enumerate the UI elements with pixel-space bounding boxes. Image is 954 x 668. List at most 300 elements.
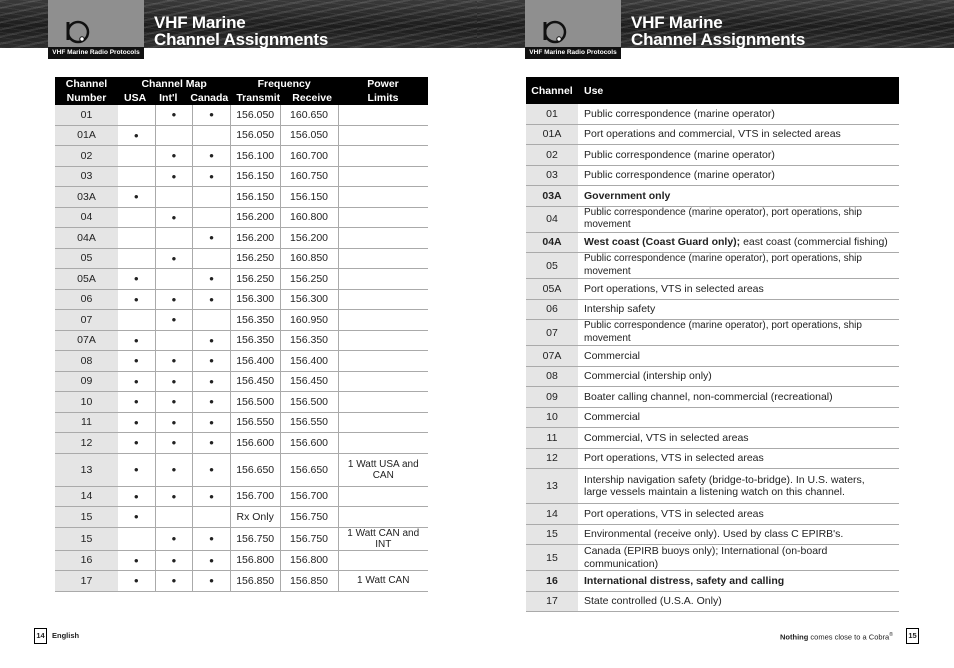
use-cell: [578, 469, 899, 504]
transmit-cell: 156.800: [230, 550, 280, 571]
power-cell: [338, 310, 428, 331]
receive-cell: 156.800: [280, 550, 338, 571]
transmit-cell: 156.750: [230, 527, 280, 550]
use-cell: [578, 545, 899, 571]
intl-mark: •: [155, 433, 193, 454]
usa-mark: [118, 146, 155, 167]
footer-language: English: [52, 631, 80, 640]
canada-mark: •: [193, 527, 231, 550]
receive-cell: 156.500: [280, 392, 338, 413]
transmit-cell: 156.650: [230, 453, 280, 486]
channel-cell: 05: [526, 253, 578, 279]
use-cell: [578, 279, 899, 300]
usa-mark: [118, 248, 155, 269]
intl-mark: •: [155, 207, 193, 228]
intl-mark: •: [155, 453, 193, 486]
usa-mark: •: [118, 125, 155, 146]
table-row: [526, 279, 899, 300]
use-text: Boater calling channel, non-commercial (recreational): [584, 390, 833, 403]
intl-mark: •: [155, 392, 193, 413]
table-row: [55, 453, 428, 486]
canada-mark: •: [193, 330, 231, 351]
cobra-logo-icon: [541, 18, 567, 44]
table-row: [526, 299, 899, 320]
usa-mark: [118, 527, 155, 550]
table-row: [55, 330, 428, 351]
table-row: [55, 105, 428, 125]
table-row: [526, 571, 899, 592]
intl-mark: •: [155, 351, 193, 372]
table-row: [55, 310, 428, 331]
use-cell: [578, 104, 899, 124]
receive-cell: 156.400: [280, 351, 338, 372]
transmit-cell: 156.550: [230, 412, 280, 433]
transmit-cell: 156.250: [230, 248, 280, 269]
col-header-channel: Channel: [531, 84, 573, 97]
channel-cell: 02: [526, 145, 578, 166]
use-cell: [578, 232, 899, 253]
power-cell: [338, 392, 428, 413]
use-cell: [578, 366, 899, 387]
canada-mark: •: [193, 269, 231, 290]
table-row: [55, 248, 428, 269]
channel-cell: 16: [55, 550, 118, 571]
intl-mark: •: [155, 412, 193, 433]
table-row: [55, 228, 428, 249]
intl-mark: [155, 330, 193, 351]
canada-mark: •: [193, 392, 231, 413]
table-row: [526, 448, 899, 469]
use-text: Commercial: [584, 349, 641, 362]
channel-cell: 11: [55, 412, 118, 433]
receive-cell: 156.150: [280, 187, 338, 208]
channel-cell: 05A: [526, 279, 578, 300]
channel-cell: 04: [55, 207, 118, 228]
use-cell: [578, 428, 899, 449]
use-cell: [578, 524, 899, 545]
table-row: [55, 371, 428, 392]
channel-cell: 11: [526, 428, 578, 449]
use-text: east coast (commercial fishing): [740, 236, 888, 248]
usa-mark: [118, 207, 155, 228]
table-row: [55, 166, 428, 187]
channel-cell: 01: [55, 105, 118, 125]
table-row: [526, 407, 899, 428]
transmit-cell: Rx Only: [230, 507, 280, 528]
canada-mark: •: [193, 351, 231, 372]
use-text: Commercial (intership only): [584, 370, 712, 382]
channel-cell: 01A: [55, 125, 118, 146]
table-row: [55, 486, 428, 507]
channel-cell: 10: [55, 392, 118, 413]
power-cell: [338, 412, 428, 433]
canada-mark: [193, 507, 231, 528]
receive-cell: 160.950: [280, 310, 338, 331]
table-row: [526, 186, 899, 207]
channel-cell: 01A: [526, 124, 578, 145]
channel-use-table: [526, 77, 899, 612]
canada-mark: •: [193, 453, 231, 486]
table-row: [55, 146, 428, 167]
receive-cell: 160.650: [280, 105, 338, 125]
table-row: [55, 289, 428, 310]
canada-mark: •: [193, 105, 231, 125]
channel-cell: 13: [55, 453, 118, 486]
transmit-cell: 156.450: [230, 371, 280, 392]
use-cell: [578, 165, 899, 186]
use-cell: [578, 320, 899, 346]
use-cell: [578, 145, 899, 166]
power-cell: [338, 330, 428, 351]
channel-cell: 03: [55, 166, 118, 187]
power-cell: [338, 269, 428, 290]
canada-mark: •: [193, 289, 231, 310]
col-header-power: Power Limits: [367, 78, 399, 104]
channel-cell: 09: [526, 387, 578, 408]
usa-mark: •: [118, 187, 155, 208]
transmit-cell: 156.850: [230, 571, 280, 592]
channel-cell: 04A: [55, 228, 118, 249]
col-header-channel: Channel Number: [65, 78, 108, 104]
transmit-cell: 156.200: [230, 207, 280, 228]
usa-mark: •: [118, 371, 155, 392]
intl-mark: •: [155, 550, 193, 571]
transmit-cell: 156.150: [230, 166, 280, 187]
use-bold-text: West coast (Coast Guard only);: [584, 236, 741, 248]
transmit-cell: 156.250: [230, 269, 280, 290]
usa-mark: •: [118, 412, 155, 433]
channel-cell: 15: [526, 545, 578, 571]
receive-cell: 156.250: [280, 269, 338, 290]
use-cell: [578, 186, 899, 207]
table-row: [55, 351, 428, 372]
use-text: Port operations and commercial, VTS in selected areas: [584, 128, 841, 140]
table-row: [526, 428, 899, 449]
table-row: [526, 346, 899, 367]
power-cell: [338, 371, 428, 392]
use-text: Public correspondence (marine operator): [584, 169, 775, 181]
power-cell: 1 Watt USA and CAN: [338, 453, 428, 486]
page-title: VHF Marine Channel Assignments: [631, 13, 806, 48]
channel-cell: 07A: [526, 346, 578, 367]
transmit-cell: 156.050: [230, 125, 280, 146]
power-cell: [338, 289, 428, 310]
canada-mark: [193, 187, 231, 208]
usa-mark: •: [118, 351, 155, 372]
use-text: Commercial, VTS in selected areas: [584, 431, 749, 444]
use-cell: [578, 448, 899, 469]
table-row: [55, 571, 428, 592]
intl-mark: •: [155, 371, 193, 392]
canada-mark: [193, 310, 231, 331]
usa-mark: [118, 228, 155, 249]
power-cell: [338, 351, 428, 372]
page-number: 14: [34, 628, 47, 644]
use-cell: [578, 591, 899, 612]
channel-cell: 04A: [526, 232, 578, 253]
channel-cell: 02: [55, 146, 118, 167]
intl-mark: [155, 125, 193, 146]
channel-cell: 03A: [55, 187, 118, 208]
use-text: Commercial: [584, 411, 641, 423]
canada-mark: [193, 125, 231, 146]
channel-cell: 13: [526, 469, 578, 504]
table-row: [55, 125, 428, 146]
channel-cell: 06: [55, 289, 118, 310]
header-banner: [0, 0, 477, 48]
channel-cell: 14: [526, 504, 578, 525]
table-row: [526, 320, 899, 346]
canada-mark: •: [193, 228, 231, 249]
table-row: [526, 469, 899, 504]
channel-cell: 09: [55, 371, 118, 392]
page-number: 15: [906, 628, 919, 644]
table-row: [526, 124, 899, 145]
logo-box: [525, 0, 621, 48]
logo-box: [48, 0, 144, 48]
use-text: Port operations, VTS in selected areas: [584, 507, 764, 520]
receive-cell: 156.550: [280, 412, 338, 433]
use-text: Public correspondence (marine operator): [584, 148, 775, 161]
usa-mark: •: [118, 453, 155, 486]
use-text: Public correspondence (marine operator): [584, 107, 775, 120]
intl-mark: •: [155, 146, 193, 167]
usa-mark: [118, 166, 155, 187]
receive-cell: 156.050: [280, 125, 338, 146]
channel-cell: 15: [526, 524, 578, 545]
receive-cell: 156.200: [280, 228, 338, 249]
channel-cell: 03A: [526, 186, 578, 207]
use-bold-text: International distress, safety and calling: [584, 574, 785, 587]
power-cell: [338, 207, 428, 228]
receive-cell: 160.750: [280, 166, 338, 187]
use-bold-text: Government only: [584, 189, 671, 202]
channel-cell: 16: [526, 571, 578, 592]
use-cell: [578, 571, 899, 592]
intl-mark: •: [155, 166, 193, 187]
table-row: [55, 392, 428, 413]
transmit-cell: 156.150: [230, 187, 280, 208]
channel-cell: 14: [55, 486, 118, 507]
table-row: [526, 145, 899, 166]
channel-cell: 01: [526, 104, 578, 124]
canada-mark: •: [193, 412, 231, 433]
canada-mark: •: [193, 146, 231, 167]
channel-cell: 03: [526, 165, 578, 186]
use-text: Public correspondence (marine operator), port operations, ship movement: [584, 206, 862, 230]
intl-mark: •: [155, 310, 193, 331]
usa-mark: •: [118, 507, 155, 528]
channel-cell: 04: [526, 206, 578, 232]
section-label: VHF Marine Radio Protocols: [48, 47, 144, 59]
receive-cell: 156.700: [280, 486, 338, 507]
usa-mark: •: [118, 433, 155, 454]
usa-mark: •: [118, 269, 155, 290]
power-cell: [338, 550, 428, 571]
intl-mark: [155, 228, 193, 249]
table-row: [55, 433, 428, 454]
receive-cell: 160.850: [280, 248, 338, 269]
col-header-frequency: Frequency Transmit Receive: [236, 78, 332, 104]
use-cell: [578, 124, 899, 145]
use-cell: [578, 346, 899, 367]
use-cell: [578, 299, 899, 320]
col-header-use: Use: [584, 84, 604, 97]
use-cell: [578, 253, 899, 279]
use-text: Public correspondence (marine operator), port operations, ship movement: [584, 253, 862, 277]
canada-mark: [193, 248, 231, 269]
canada-mark: •: [193, 166, 231, 187]
power-cell: 1 Watt CAN and INT: [338, 527, 428, 550]
use-text: Environmental (receive only). Used by class C EPIRB's.: [584, 528, 844, 540]
intl-mark: [155, 269, 193, 290]
usa-mark: [118, 310, 155, 331]
power-cell: [338, 228, 428, 249]
canada-mark: •: [193, 571, 231, 592]
table-row: [55, 207, 428, 228]
receive-cell: 156.650: [280, 453, 338, 486]
receive-cell: 156.750: [280, 507, 338, 528]
use-text: Port operations, VTS in selected areas: [584, 282, 764, 295]
receive-cell: 156.750: [280, 527, 338, 550]
table-row: [526, 545, 899, 571]
table-row: [526, 253, 899, 279]
table-row: [55, 550, 428, 571]
power-cell: [338, 166, 428, 187]
use-text: Intership navigation safety (bridge-to-bridge). In U.S. waters,: [584, 473, 865, 486]
power-cell: [338, 146, 428, 167]
receive-cell: 156.450: [280, 371, 338, 392]
usa-mark: •: [118, 330, 155, 351]
channel-cell: 10: [526, 407, 578, 428]
canada-mark: •: [193, 433, 231, 454]
power-cell: [338, 486, 428, 507]
table-row: [55, 269, 428, 290]
use-text-line2: large vessels maintain a listening watch on this channel.: [584, 486, 845, 498]
channel-cell: 12: [55, 433, 118, 454]
section-label: VHF Marine Radio Protocols: [525, 47, 621, 59]
col-header-channel-map: Channel Map USA Int'l Canada: [124, 78, 229, 104]
canada-mark: •: [193, 486, 231, 507]
table-row: [55, 187, 428, 208]
transmit-cell: 156.350: [230, 310, 280, 331]
intl-mark: [155, 507, 193, 528]
table-row: [526, 524, 899, 545]
power-cell: [338, 105, 428, 125]
transmit-cell: 156.500: [230, 392, 280, 413]
table-row: [55, 527, 428, 550]
use-cell: [578, 407, 899, 428]
table-row: [55, 412, 428, 433]
intl-mark: •: [155, 571, 193, 592]
receive-cell: 160.800: [280, 207, 338, 228]
intl-mark: •: [155, 527, 193, 550]
canada-mark: [193, 207, 231, 228]
table-row: [526, 232, 899, 253]
table-row: [55, 507, 428, 528]
intl-mark: •: [155, 289, 193, 310]
channel-cell: 17: [526, 591, 578, 612]
usa-mark: •: [118, 486, 155, 507]
transmit-cell: 156.400: [230, 351, 280, 372]
usa-mark: •: [118, 289, 155, 310]
transmit-cell: 156.300: [230, 289, 280, 310]
table-row: [526, 591, 899, 612]
receive-cell: 156.600: [280, 433, 338, 454]
channel-cell: 07: [55, 310, 118, 331]
channel-cell: 07A: [55, 330, 118, 351]
transmit-cell: 156.200: [230, 228, 280, 249]
use-text: Port operations, VTS in selected areas: [584, 452, 764, 464]
use-text: Canada (EPIRB buoys only); International (on-board communication): [584, 545, 828, 570]
intl-mark: •: [155, 248, 193, 269]
channel-cell: 17: [55, 571, 118, 592]
power-cell: [338, 507, 428, 528]
frequency-table: [55, 77, 428, 592]
channel-cell: 15: [55, 507, 118, 528]
channel-cell: 08: [55, 351, 118, 372]
table-row: [526, 366, 899, 387]
header-banner: [477, 0, 954, 48]
use-cell: [578, 206, 899, 232]
power-cell: [338, 187, 428, 208]
table-row: [526, 165, 899, 186]
table-row: [526, 387, 899, 408]
power-cell: [338, 248, 428, 269]
use-text: Public correspondence (marine operator), port operations, ship movement: [584, 320, 862, 344]
cobra-logo-icon: [64, 18, 90, 44]
use-cell: [578, 504, 899, 525]
receive-cell: 156.300: [280, 289, 338, 310]
power-cell: 1 Watt CAN: [338, 571, 428, 592]
page-title: VHF Marine Channel Assignments: [154, 13, 329, 48]
power-cell: [338, 433, 428, 454]
channel-cell: 15: [55, 527, 118, 550]
use-text: Intership safety: [584, 303, 656, 315]
transmit-cell: 156.350: [230, 330, 280, 351]
transmit-cell: 156.050: [230, 105, 280, 125]
intl-mark: •: [155, 105, 193, 125]
receive-cell: 156.350: [280, 330, 338, 351]
channel-cell: 07: [526, 320, 578, 346]
receive-cell: 156.850: [280, 571, 338, 592]
usa-mark: [118, 105, 155, 125]
channel-cell: 12: [526, 448, 578, 469]
channel-cell: 08: [526, 366, 578, 387]
use-cell: [578, 387, 899, 408]
footer-tagline: Nothing comes close to a Cobra®: [780, 632, 893, 642]
receive-cell: 160.700: [280, 146, 338, 167]
channel-cell: 06: [526, 299, 578, 320]
usa-mark: •: [118, 392, 155, 413]
intl-mark: [155, 187, 193, 208]
intl-mark: •: [155, 486, 193, 507]
canada-mark: •: [193, 550, 231, 571]
channel-cell: 05: [55, 248, 118, 269]
power-cell: [338, 125, 428, 146]
use-text: State controlled (U.S.A. Only): [584, 595, 722, 607]
table-row: [526, 104, 899, 124]
canada-mark: •: [193, 371, 231, 392]
transmit-cell: 156.700: [230, 486, 280, 507]
usa-mark: •: [118, 550, 155, 571]
transmit-cell: 156.100: [230, 146, 280, 167]
channel-cell: 05A: [55, 269, 118, 290]
table-row: [526, 206, 899, 232]
transmit-cell: 156.600: [230, 433, 280, 454]
usa-mark: •: [118, 571, 155, 592]
table-row: [526, 504, 899, 525]
